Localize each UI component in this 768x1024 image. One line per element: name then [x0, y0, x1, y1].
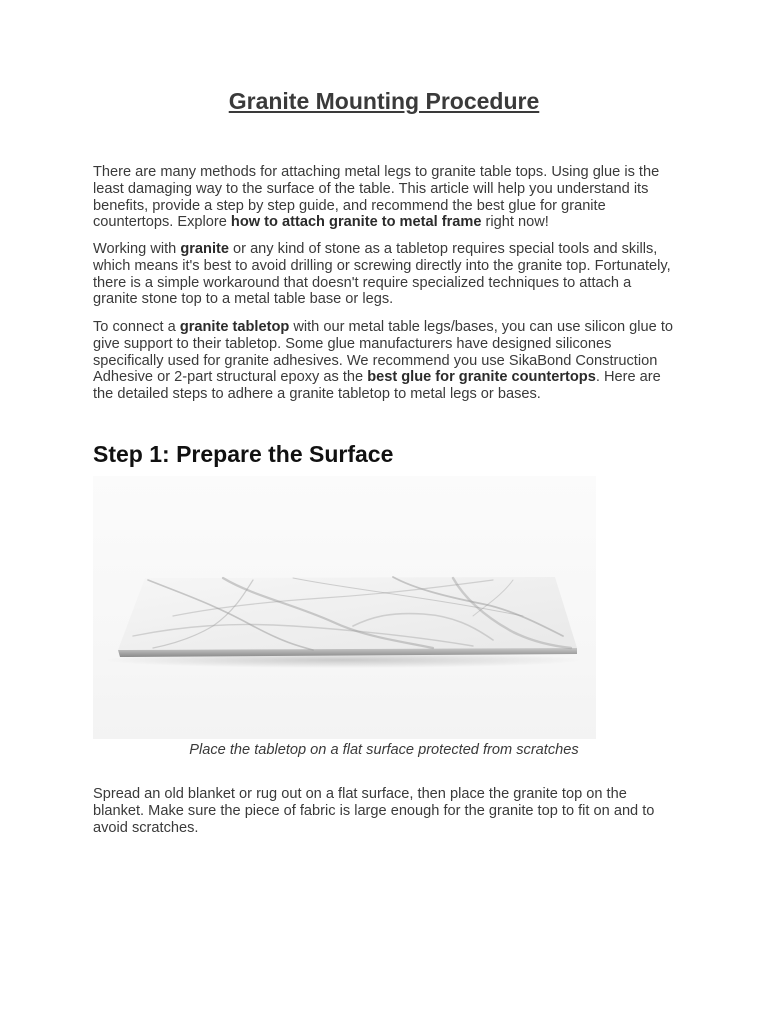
para3-text-1: To connect a — [93, 319, 180, 335]
intro-paragraph — [93, 164, 675, 231]
para3-text-3: . Here are the detailed steps to adhere a granite tabletop to metal legs or bases. — [93, 369, 661, 403]
para3-bold-best-glue: best glue for granite countertops — [367, 369, 596, 386]
marble-slab-illustration — [93, 476, 596, 739]
marble-tabletop-image — [93, 476, 596, 739]
glue-recommendation-paragraph — [93, 319, 675, 403]
intro-text-1: There are many methods for attaching metal legs to granite table tops. Using glue is the least damaging way to the surface of the table. This article will help you understand its benefits, provide a step by step guide, and recommend the best glue for granite countertops. Explore — [93, 164, 660, 231]
intro-text-2: right now! — [481, 214, 549, 231]
para2-text-1: Working with — [93, 241, 181, 257]
granite-skills-paragraph — [93, 241, 675, 308]
para2-bold-granite: granite — [180, 241, 229, 257]
step-1-body: Spread an old blanket or rug out on a flat surface, then place the granite top on the blanket. Make sure the piece of fabric is large enough for the granite top to fit on and to avoid scratches. — [93, 786, 655, 836]
para3-bold-granite-tabletop: granite tabletop — [179, 319, 290, 335]
intro-bold-link-phrase: how to attach granite to metal frame — [230, 214, 482, 231]
step-1-heading: Step 1: Prepare the Surface — [93, 441, 394, 467]
para3-text-2: with our metal table legs/bases, you can use silicon glue to give support to their tabletop. Some glue manufacturers have designed silicones specifically used for granite adhesives. We recommend you use SikaBond Construction Adhesive or 2-part structural epoxy as the — [93, 319, 673, 386]
figure-caption: Place the tabletop on a flat surface protected from scratches — [189, 742, 579, 758]
para2-text-2: or any kind of stone as a tabletop requires special tools and skills, which means it's best to avoid drilling or screwing directly into the granite top. Fortunately, there is a simple workaround that doesn't require specialized techniques to attach a granite stone top to a metal table base or legs. — [93, 241, 671, 308]
document-title: Granite Mounting Procedure — [228, 88, 540, 114]
